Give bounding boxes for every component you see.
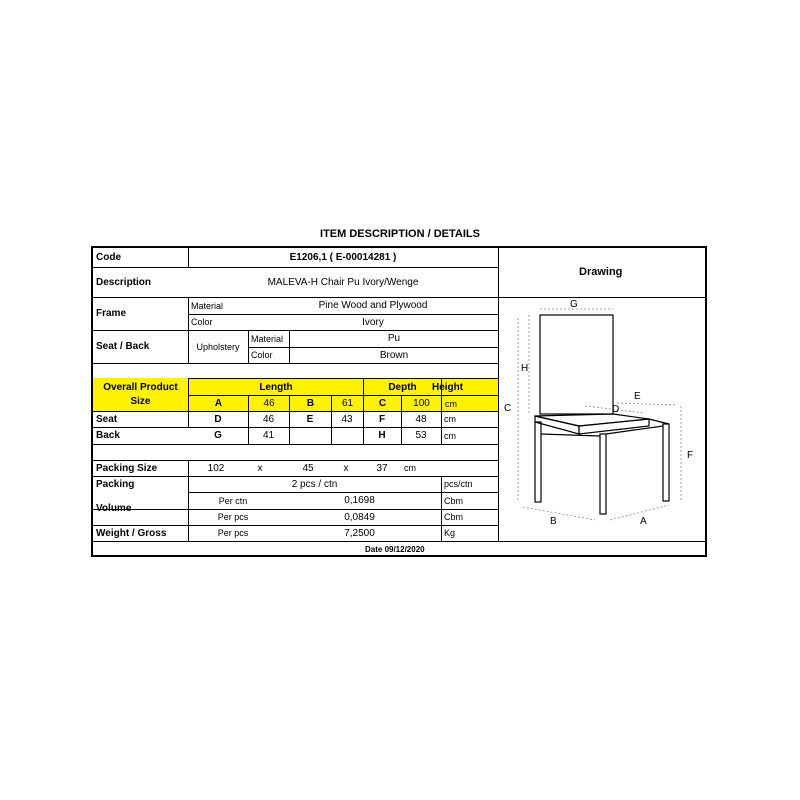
seat-back-label: Seat / Back xyxy=(96,341,150,352)
dim-f-letter: F xyxy=(378,413,386,425)
volume-per-ctn-value: 0,1698 xyxy=(344,495,375,506)
seat-back-color-value: Brown xyxy=(379,349,409,361)
dim-c-value: 100 xyxy=(402,396,441,411)
frame-material-label: Material xyxy=(191,300,224,311)
packing-value: 2 pcs / ctn xyxy=(291,478,338,490)
seat-label: Seat xyxy=(96,413,118,425)
chair-drawing xyxy=(499,298,707,540)
overall-unit: cm xyxy=(442,396,498,411)
volume-label: Volume xyxy=(96,503,132,514)
item-details-sheet xyxy=(91,246,707,557)
height-header-text: Height xyxy=(432,381,464,393)
dim-b-value: 61 xyxy=(332,396,363,411)
description-value: MALEVA-H Chair Pu Ivory/Wenge xyxy=(267,276,419,288)
dim-d-letter: D xyxy=(214,413,222,425)
description-label: Description xyxy=(96,276,152,288)
volume-per-pcs-label: Per pcs xyxy=(217,512,249,522)
packing-unit: pcs/ctn xyxy=(444,479,473,489)
drawing-letter-c: C xyxy=(504,403,512,414)
dim-g-letter: G xyxy=(214,430,222,441)
code-label: Code xyxy=(96,252,121,263)
length-header: Length xyxy=(189,379,363,395)
weight-per-pcs-label: Per pcs xyxy=(217,528,249,538)
depth-header: Depth xyxy=(364,379,441,395)
dim-f-value: 48 xyxy=(415,413,427,425)
overall-size-label xyxy=(93,378,188,411)
height-header xyxy=(432,379,498,395)
volume-per-ctn-label: Per ctn xyxy=(218,495,248,506)
dim-h-letter: H xyxy=(378,430,386,441)
packing-size-label: Packing Size xyxy=(96,462,158,474)
dim-e-letter: E xyxy=(306,413,314,425)
upholstery-label: Upholstery xyxy=(196,341,240,352)
volume-per-ctn-unit: Cbm xyxy=(444,495,464,506)
overall-size-label-line1: Overall Product xyxy=(103,381,178,393)
drawing-letter-a: A xyxy=(640,516,647,527)
packing-size-length: 102 xyxy=(207,462,225,474)
frame-color-value: Ivory xyxy=(362,316,384,328)
weight-unit: Kg xyxy=(444,528,456,538)
seat-back-material-label: Material xyxy=(251,333,284,344)
drawing-letter-h: H xyxy=(521,363,529,374)
seat-unit: cm xyxy=(444,414,456,424)
dim-h-value: 53 xyxy=(415,430,427,441)
drawing-letter-d: D xyxy=(612,404,620,415)
back-label: Back xyxy=(96,430,120,441)
dim-g-value: 41 xyxy=(262,430,275,441)
packing-size-x1: x xyxy=(257,462,263,474)
packing-size-height: 37 xyxy=(376,462,388,474)
frame-material-value: Pine Wood and Plywood xyxy=(318,300,428,311)
packing-size-x2: x xyxy=(343,462,349,474)
document-title: ITEM DESCRIPTION / DETAILS xyxy=(320,228,480,240)
weight-label: Weight / Gross xyxy=(96,527,167,539)
back-unit: cm xyxy=(444,430,456,441)
dim-e-value: 43 xyxy=(341,413,353,425)
dim-a-letter: A xyxy=(189,396,248,411)
weight-value: 7,2500 xyxy=(344,527,375,539)
packing-size-unit: cm xyxy=(404,463,416,473)
overall-size-label-line2: Size xyxy=(130,395,151,407)
code-value: E1206,1 ( E-00014281 ) xyxy=(289,252,397,263)
drawing-letter-e: E xyxy=(634,391,641,402)
frame-label: Frame xyxy=(96,308,127,319)
drawing-letter-b: B xyxy=(550,516,557,527)
packing-size-width: 45 xyxy=(302,462,314,474)
seat-back-material-value: Pu xyxy=(387,333,401,344)
seat-back-color-label: Color xyxy=(251,350,273,360)
drawing-letter-f: F xyxy=(687,450,694,461)
date-label: Date 09/12/2020 xyxy=(365,545,425,554)
frame-color-label: Color xyxy=(191,317,213,327)
volume-per-pcs-unit: Cbm xyxy=(444,512,464,522)
dim-c-letter: C xyxy=(364,396,401,411)
dim-b-letter: B xyxy=(290,396,331,411)
drawing-letter-g: G xyxy=(570,299,578,310)
volume-per-pcs-value: 0,0849 xyxy=(344,511,375,523)
dim-a-value: 46 xyxy=(249,396,289,411)
packing-label: Packing xyxy=(96,478,135,490)
dim-d-value: 46 xyxy=(262,413,275,425)
drawing-label: Drawing xyxy=(579,266,623,278)
